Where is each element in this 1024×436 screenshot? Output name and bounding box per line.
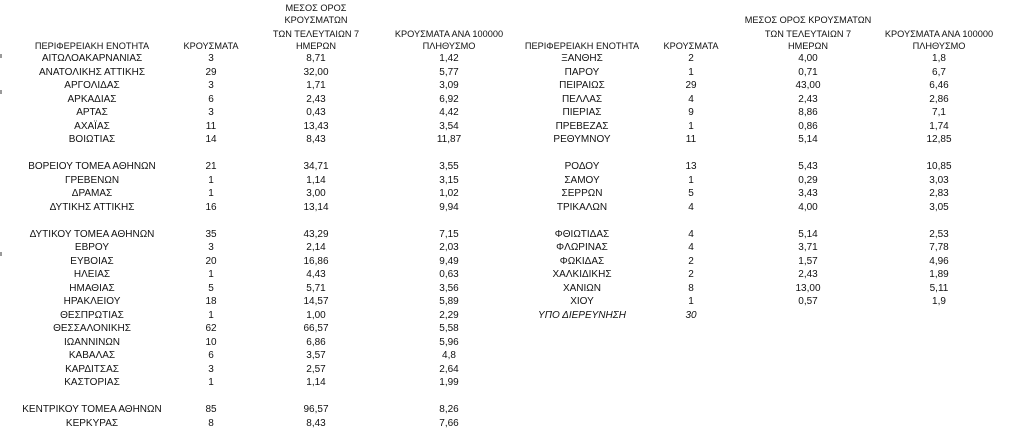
avg7-cell: 3,57 [306, 350, 326, 361]
per100k-cell: 1,8 [932, 53, 946, 64]
per100k-cell [376, 390, 516, 404]
cases-cell: 4 [688, 242, 694, 253]
avg7-cell: 2,14 [306, 242, 326, 253]
per100k-cell: 12,85 [926, 134, 952, 145]
region-cell: ΚΑΣΤΟΡΙΑΣ [64, 377, 120, 388]
region-cell: ΘΕΣΠΡΩΤΙΑΣ [60, 309, 124, 321]
avg7-cell: 13,00 [795, 282, 821, 294]
region-cell: ΧΑΝΙΩΝ [562, 282, 602, 294]
header-cases: ΚΡΟΥΣΜΑΤΑ [183, 40, 239, 51]
region-cell: ΥΠΟ ΔΙΕΡΕΥΝΗΣΗ [538, 309, 626, 321]
region-cell: ΕΥΒΟΙΑΣ [70, 255, 114, 267]
per100k-cell: 1,42 [439, 53, 459, 64]
table-row [520, 268, 1000, 282]
region-cell: ΠΙΕΡΙΑΣ [562, 107, 602, 118]
cases-cell: 1 [208, 188, 214, 199]
table-row [18, 376, 516, 390]
region-cell [520, 214, 644, 228]
per100k-cell: 2,03 [439, 242, 459, 253]
region-cell: ΡΕΘΥΜΝΟΥ [553, 134, 611, 145]
cases-cell: 5 [688, 188, 694, 199]
avg7-cell: 3,00 [306, 188, 326, 199]
per100k-cell [878, 309, 1000, 323]
table-row [520, 241, 1000, 255]
region-cell: ΚΑΒΑΛΑΣ [68, 350, 116, 361]
cases-table-left [18, 3, 516, 430]
table-body-left [18, 52, 516, 430]
region-cell: ΔΡΑΜΑΣ [71, 188, 113, 199]
region-cell: ΠΕΙΡΑΙΩΣ [559, 80, 605, 91]
avg7-cell: 0,29 [798, 174, 818, 186]
table-row [18, 93, 516, 107]
avg7-cell: 0,57 [798, 296, 818, 307]
region-cell: ΤΡΙΚΑΛΩΝ [556, 201, 608, 213]
cases-cell: 62 [205, 323, 217, 334]
cases-cell: 1 [208, 269, 214, 280]
cases-cell: 3 [208, 107, 214, 118]
table-row [520, 214, 1000, 228]
table-body-right [520, 52, 1000, 322]
table-row [520, 282, 1000, 296]
per100k-cell: 5,89 [439, 296, 459, 307]
region-cell: ΑΙΤΩΛΟΑΚΑΡΝΑΝΙΑΣ [41, 53, 143, 64]
table-row [520, 160, 1000, 174]
region-cell: ΡΟΔΟΥ [564, 161, 600, 172]
region-cell: ΑΡΤΑΣ [76, 107, 108, 118]
table-row [520, 120, 1000, 134]
table-header-right [520, 12, 1000, 52]
table-row [520, 201, 1000, 215]
cases-cell: 1 [688, 120, 694, 132]
region-cell: ΗΛΕΙΑΣ [73, 269, 111, 280]
region-cell: ΣΑΜΟΥ [564, 174, 600, 186]
region-cell: ΧΑΛΚΙΔΙΚΗΣ [552, 269, 612, 280]
per100k-cell: 9,49 [439, 255, 459, 267]
region-cell [18, 214, 166, 228]
avg7-cell: 5,14 [798, 134, 818, 145]
avg7-cell [256, 214, 376, 228]
avg7-cell: 66,57 [303, 323, 329, 334]
avg7-cell: 13,43 [303, 120, 329, 132]
cases-cell: 2 [688, 53, 694, 64]
header-per100k: ΚΡΟΥΣΜΑΤΑ ΑΝΑ 100000 ΠΛΗΘΥΣΜΟ [884, 29, 994, 51]
table-row [520, 147, 1000, 161]
per100k-cell: 4,42 [439, 107, 459, 118]
per100k-cell: 3,54 [439, 120, 459, 132]
region-cell: ΒΟΙΩΤΙΑΣ [68, 134, 116, 145]
per100k-cell: 5,96 [439, 336, 459, 348]
cases-cell: 4 [688, 201, 694, 213]
region-cell: ΦΛΩΡΙΝΑΣ [556, 242, 608, 253]
avg7-cell: 0,86 [798, 120, 818, 132]
table-row [18, 106, 516, 120]
region-cell: ΞΑΝΘΗΣ [561, 53, 603, 64]
region-cell: ΠΑΡΟΥ [564, 66, 600, 78]
cases-cell: 2 [688, 255, 694, 267]
region-cell: ΒΟΡΕΙΟΥ ΤΟΜΕΑ ΑΘΗΝΩΝ [28, 161, 156, 172]
avg7-cell: 2,43 [798, 269, 818, 280]
region-cell: ΓΡΕΒΕΝΩΝ [64, 174, 120, 186]
per100k-cell: 10,85 [926, 161, 952, 172]
per100k-cell: 1,9 [932, 296, 946, 307]
cases-cell: 4 [688, 228, 694, 240]
region-cell: ΑΧΑΪΑΣ [74, 120, 110, 132]
cases-cell: 6 [208, 350, 214, 361]
region-cell: ΑΡΓΟΛΙΔΑΣ [64, 80, 120, 91]
cases-cell: 6 [208, 93, 214, 105]
table-row [18, 268, 516, 282]
cases-cell: 3 [208, 242, 214, 253]
per100k-cell: 5,11 [929, 282, 949, 294]
header-avg7: ΜΕΣΟΣ ΟΡΟΣ ΚΡΟΥΣΜΑΤΩΝ ΤΩΝ ΤΕΛΕΥΤΑΙΩΝ 7 ΗΜΕΡΩΝ [744, 14, 872, 51]
table-row [18, 147, 516, 161]
avg7-cell: 34,71 [303, 161, 329, 172]
per100k-cell: 7,15 [439, 228, 459, 240]
table-row [18, 201, 516, 215]
avg7-cell: 14,57 [303, 296, 329, 307]
header-region: ΠΕΡΙΦΕΡΕΙΑΚΗ ΕΝΟΤΗΤΑ [34, 40, 150, 51]
per100k-cell: 6,46 [929, 80, 949, 91]
per100k-cell: 9,94 [439, 201, 459, 213]
cases-cell: 8 [688, 282, 694, 294]
avg7-cell: 13,14 [303, 201, 329, 213]
table-row [18, 79, 516, 93]
table-row [520, 174, 1000, 188]
region-cell: ΘΕΣΣΑΛΟΝΙΚΗΣ [53, 323, 131, 334]
per100k-cell: 7,1 [932, 107, 946, 118]
avg7-cell [738, 309, 878, 323]
cases-cell [166, 147, 256, 161]
table-row [18, 120, 516, 134]
region-cell: ΗΜΑΘΙΑΣ [69, 282, 115, 294]
region-cell [18, 147, 166, 161]
table-row [18, 66, 516, 80]
table-row [18, 417, 516, 431]
avg7-cell: 96,57 [303, 404, 329, 415]
per100k-cell: 4,8 [442, 350, 456, 361]
table-row [520, 309, 1000, 323]
cases-cell [644, 214, 738, 228]
per100k-cell: 2,53 [929, 228, 949, 240]
page-edge-marks [0, 0, 3, 436]
cases-cell: 8 [208, 417, 214, 429]
cases-cell: 9 [688, 107, 694, 118]
table-row [18, 403, 516, 417]
region-cell: ΔΥΤΙΚΟΥ ΤΟΜΕΑ ΑΘΗΝΩΝ [29, 228, 155, 240]
avg7-cell: 4,43 [306, 269, 326, 280]
cases-cell [166, 390, 256, 404]
table-row [520, 133, 1000, 147]
per100k-cell: 11,87 [436, 134, 462, 145]
cases-cell: 14 [205, 134, 217, 145]
per100k-cell: 1,99 [439, 377, 459, 388]
table-row [18, 309, 516, 323]
table-row [520, 66, 1000, 80]
table-row [18, 133, 516, 147]
cases-cell: 30 [685, 309, 697, 321]
avg7-cell: 8,86 [798, 107, 818, 118]
cases-cell: 3 [208, 80, 214, 91]
table-row [18, 282, 516, 296]
header-per100k: ΚΡΟΥΣΜΑΤΑ ΑΝΑ 100000 ΠΛΗΘΥΣΜΟ [394, 29, 504, 51]
region-cell: ΑΝΑΤΟΛΙΚΗΣ ΑΤΤΙΚΗΣ [38, 66, 146, 78]
avg7-cell: 43,00 [795, 80, 821, 91]
avg7-cell: 8,43 [306, 134, 326, 145]
table-row [520, 295, 1000, 309]
table-row [18, 187, 516, 201]
table-row [520, 228, 1000, 242]
avg7-cell: 5,43 [798, 161, 818, 172]
cases-cell [166, 214, 256, 228]
avg7-cell: 3,43 [798, 188, 818, 199]
table-row [18, 228, 516, 242]
per100k-cell: 3,56 [439, 282, 459, 294]
avg7-cell: 2,57 [306, 363, 326, 375]
cases-cell: 1 [208, 377, 214, 388]
avg7-cell: 4,00 [798, 201, 818, 213]
cases-cell: 1 [208, 174, 214, 186]
cases-cell: 5 [208, 282, 214, 294]
avg7-cell: 1,71 [306, 80, 326, 91]
cases-cell: 35 [205, 228, 217, 240]
cases-cell: 1 [688, 66, 694, 78]
avg7-cell [738, 147, 878, 161]
avg7-cell: 32,00 [303, 66, 329, 78]
table-row [520, 93, 1000, 107]
cases-table-right [520, 12, 1000, 322]
avg7-cell: 0,43 [306, 107, 326, 118]
table-row [520, 79, 1000, 93]
avg7-cell: 2,43 [798, 93, 818, 105]
table-row [18, 322, 516, 336]
region-cell: ΚΕΡΚΥΡΑΣ [65, 417, 119, 429]
per100k-cell [878, 214, 1000, 228]
avg7-cell: 0,71 [798, 66, 818, 78]
per100k-cell: 3,05 [929, 201, 949, 213]
table-row [520, 52, 1000, 66]
avg7-cell [738, 214, 878, 228]
per100k-cell: 2,83 [929, 188, 949, 199]
cases-cell: 2 [688, 269, 694, 280]
avg7-cell [256, 390, 376, 404]
region-cell: ΗΡΑΚΛΕΙΟΥ [63, 296, 121, 307]
region-cell: ΦΩΚΙΔΑΣ [559, 255, 605, 267]
table-row [18, 214, 516, 228]
avg7-cell: 43,29 [303, 228, 329, 240]
avg7-cell: 1,14 [306, 174, 326, 186]
avg7-cell: 1,57 [798, 255, 818, 267]
per100k-cell: 2,29 [439, 309, 459, 321]
cases-cell: 16 [205, 201, 217, 213]
cases-cell: 85 [205, 404, 217, 415]
region-cell: ΚΕΝΤΡΙΚΟΥ ΤΟΜΕΑ ΑΘΗΝΩΝ [22, 404, 162, 415]
per100k-cell [376, 147, 516, 161]
header-region: ΠΕΡΙΦΕΡΕΙΑΚΗ ΕΝΟΤΗΤΑ [524, 40, 640, 51]
cases-cell: 20 [205, 255, 217, 267]
per100k-cell: 4,96 [929, 255, 949, 267]
avg7-cell: 1,00 [306, 309, 326, 321]
cases-cell: 21 [205, 161, 217, 172]
per100k-cell: 6,7 [932, 66, 946, 78]
cases-cell: 10 [205, 336, 217, 348]
cases-cell: 3 [208, 363, 214, 375]
cases-cell: 11 [685, 134, 697, 145]
table-row [520, 187, 1000, 201]
per100k-cell: 3,55 [439, 161, 459, 172]
table-header-left [18, 3, 516, 52]
cases-cell: 11 [205, 120, 217, 132]
region-cell [520, 147, 644, 161]
per100k-cell: 1,02 [439, 188, 459, 199]
per100k-cell: 5,77 [439, 66, 459, 78]
per100k-cell: 6,92 [439, 93, 459, 105]
per100k-cell: 8,26 [439, 404, 459, 415]
per100k-cell [878, 147, 1000, 161]
avg7-cell: 4,00 [798, 53, 818, 64]
avg7-cell: 8,43 [306, 417, 326, 429]
avg7-cell [256, 147, 376, 161]
cases-cell: 3 [208, 53, 214, 64]
avg7-cell: 8,71 [306, 53, 326, 64]
avg7-cell: 16,86 [303, 255, 329, 267]
cases-cell: 4 [688, 93, 694, 105]
per100k-cell: 7,78 [929, 242, 949, 253]
cases-cell: 13 [685, 161, 697, 172]
region-cell: ΑΡΚΑΔΙΑΣ [67, 93, 117, 105]
per100k-cell: 7,66 [439, 417, 459, 429]
cases-cell: 1 [688, 296, 694, 307]
per100k-cell: 3,03 [929, 174, 949, 186]
table-row [18, 349, 516, 363]
header-avg7: ΜΕΣΟΣ ΟΡΟΣ ΚΡΟΥΣΜΑΤΩΝ ΤΩΝ ΤΕΛΕΥΤΑΙΩΝ 7 ΗΜΕΡΩΝ [272, 3, 360, 51]
region-cell: ΣΕΡΡΩΝ [561, 188, 603, 199]
table-row [18, 295, 516, 309]
avg7-cell: 5,71 [306, 282, 326, 294]
per100k-cell: 1,74 [929, 120, 949, 132]
table-row [18, 241, 516, 255]
region-cell: ΠΡΕΒΕΖΑΣ [555, 120, 609, 132]
table-row [18, 52, 516, 66]
table-row [520, 106, 1000, 120]
region-cell: ΠΕΛΛΑΣ [561, 93, 603, 105]
header-cases: ΚΡΟΥΣΜΑΤΑ [663, 40, 719, 51]
table-row [18, 336, 516, 350]
per100k-cell: 1,89 [929, 269, 949, 280]
per100k-cell: 3,09 [439, 80, 459, 91]
region-cell: ΕΒΡΟΥ [74, 242, 110, 253]
cases-cell: 1 [208, 309, 214, 321]
per100k-cell: 2,86 [929, 93, 949, 105]
region-cell [18, 390, 166, 404]
table-row [18, 174, 516, 188]
cases-cell: 18 [205, 296, 217, 307]
per100k-cell: 5,58 [439, 323, 459, 334]
avg7-cell: 1,14 [306, 377, 326, 388]
cases-cell: 1 [688, 174, 694, 186]
region-cell: ΚΑΡΔΙΤΣΑΣ [65, 363, 119, 375]
per100k-cell [376, 214, 516, 228]
cases-cell: 29 [685, 80, 697, 91]
avg7-cell: 3,71 [798, 242, 818, 253]
table-row [18, 390, 516, 404]
table-row [18, 160, 516, 174]
avg7-cell: 5,14 [798, 228, 818, 240]
per100k-cell: 0,63 [439, 269, 459, 280]
region-cell: ΦΘΙΩΤΙΔΑΣ [554, 228, 610, 240]
per100k-cell: 3,15 [439, 174, 459, 186]
avg7-cell: 2,43 [306, 93, 326, 105]
avg7-cell: 6,86 [306, 336, 326, 348]
table-row [18, 363, 516, 377]
cases-cell: 29 [205, 66, 217, 78]
region-cell: ΧΙΟΥ [570, 296, 594, 307]
cases-cell [644, 147, 738, 161]
per100k-cell: 2,64 [439, 363, 459, 375]
table-row [520, 255, 1000, 269]
region-cell: ΔΥΤΙΚΗΣ ΑΤΤΙΚΗΣ [49, 201, 135, 213]
region-cell: ΙΩΑΝΝΙΝΩΝ [63, 336, 121, 348]
table-row [18, 255, 516, 269]
